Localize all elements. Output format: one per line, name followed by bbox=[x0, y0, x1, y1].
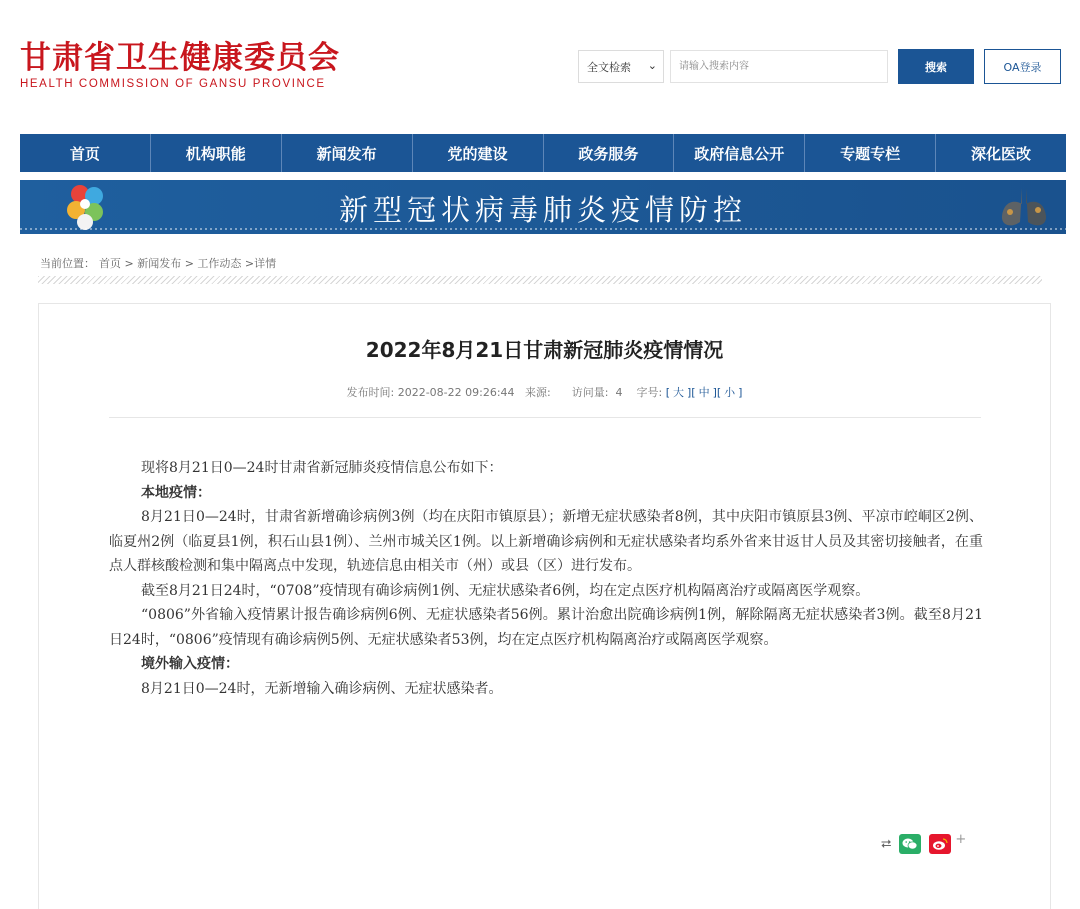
article-body bbox=[109, 456, 983, 701]
nav-item-party[interactable]: 党的建设 bbox=[413, 134, 544, 172]
title-divider bbox=[109, 417, 981, 418]
paragraph-4: 8月21日0—24时，无新增输入确诊病例、无症状感染者。 bbox=[141, 680, 503, 697]
main-nav bbox=[20, 134, 1066, 172]
article-meta bbox=[39, 384, 1050, 400]
meta-source: 来源: bbox=[525, 386, 551, 399]
intro-paragraph: 现将8月21日0—24时甘肃省新冠肺炎疫情信息公布如下： bbox=[141, 460, 503, 476]
font-size-medium[interactable]: 中 bbox=[698, 386, 710, 399]
font-size-small[interactable]: 小 bbox=[724, 386, 736, 399]
share-icon[interactable]: ⮂ bbox=[881, 836, 892, 852]
nav-item-info-disclosure[interactable]: 政府信息公开 bbox=[674, 134, 805, 172]
paragraph-1: 8月21日0—24时，甘肃省新增确诊病例3例（均在庆阳市镇原县）；新增无症状感染者8例，其中庆阳市镇原县3例、平凉市崆峒区2例、临夏州2例（临夏县1例，积石山县1例）、兰州市城关区1例。以上新增确诊病例和无症状感染者均系外省来甘返甘人员及其密切接触者，在重点人群核酸检测和集中隔离点中发现，轨迹信息由相关市（州）或县（区）进行发布。 bbox=[109, 509, 983, 574]
wechat-share-icon[interactable] bbox=[899, 834, 921, 854]
breadcrumb-prefix: 当前位置： bbox=[40, 257, 95, 270]
search-scope-value: 全文检索 bbox=[587, 60, 631, 74]
search-input[interactable] bbox=[670, 50, 888, 83]
weibo-share-icon[interactable] bbox=[929, 834, 951, 854]
local-heading: 本地疫情： bbox=[141, 484, 211, 501]
chevron-down-icon: ⌄ bbox=[647, 59, 657, 72]
paragraph-2: 截至8月21日24时，“0708”疫情现有确诊病例1例、无症状感染者6例，均在定点医疗机构隔离治疗或隔离医学观察。 bbox=[141, 582, 870, 599]
search-scope-select[interactable] bbox=[578, 50, 664, 83]
meta-views: 4 bbox=[615, 386, 623, 399]
nav-item-organization[interactable]: 机构职能 bbox=[151, 134, 282, 172]
banner-decor-line bbox=[20, 228, 1066, 230]
covid-banner[interactable] bbox=[20, 180, 1066, 234]
paragraph-3: “0806”外省输入疫情累计报告确诊病例6例、无症状感染者56例。累计治愈出院确诊病例1例，解除隔离无症状感染者3例。截至8月21日24时，“0806”疫情现有确诊病例5例、无症状感染者53例，均在定点医疗机构隔离治疗或隔离医学观察。 bbox=[109, 607, 983, 648]
nav-item-medical-reform[interactable]: 深化医改 bbox=[971, 144, 1032, 163]
logo-chinese-title: 甘肃省卫生健康委员会 bbox=[20, 40, 340, 76]
logo-english-title: HEALTH COMMISSION OF GANSU PROVINCE bbox=[20, 78, 326, 90]
site-header bbox=[0, 0, 1080, 130]
nav-item-news[interactable]: 新闻发布 bbox=[282, 134, 413, 172]
font-size-controls: [ 大 ][ 中 ][ 小 ] bbox=[665, 386, 743, 399]
oa-login-button[interactable]: OA登录 bbox=[984, 49, 1061, 84]
font-size-large[interactable]: 大 bbox=[672, 386, 684, 399]
article-title: 2022年8月21日甘肃新冠肺炎疫情情况 bbox=[365, 338, 724, 362]
site-logo[interactable] bbox=[20, 40, 340, 90]
import-heading: 境外输入疫情： bbox=[141, 656, 239, 672]
meta-fontsize-label: 字号: bbox=[636, 386, 663, 399]
banner-title: 新型冠状病毒肺炎疫情防控 bbox=[338, 193, 747, 227]
breadcrumb bbox=[40, 255, 276, 271]
lungs-icon bbox=[992, 182, 1056, 232]
search-button[interactable]: 搜索 bbox=[898, 49, 974, 84]
nav-item-special-topics[interactable]: 专题专栏 bbox=[805, 134, 936, 172]
meta-publish-time: 发布时间: 2022-08-22 09:26:44 bbox=[346, 386, 515, 399]
article-panel bbox=[38, 303, 1051, 909]
breadcrumb-path[interactable]: 首页 > 新闻发布 > 工作动态 >详情 bbox=[99, 257, 277, 270]
share-bar bbox=[881, 831, 967, 854]
breadcrumb-divider bbox=[38, 276, 1042, 284]
meta-views-label: 访问量: bbox=[571, 386, 609, 399]
share-more-plus[interactable]: + bbox=[955, 831, 967, 847]
nav-item-home[interactable]: 首页 bbox=[20, 134, 151, 172]
nav-item-services[interactable]: 政务服务 bbox=[544, 134, 675, 172]
